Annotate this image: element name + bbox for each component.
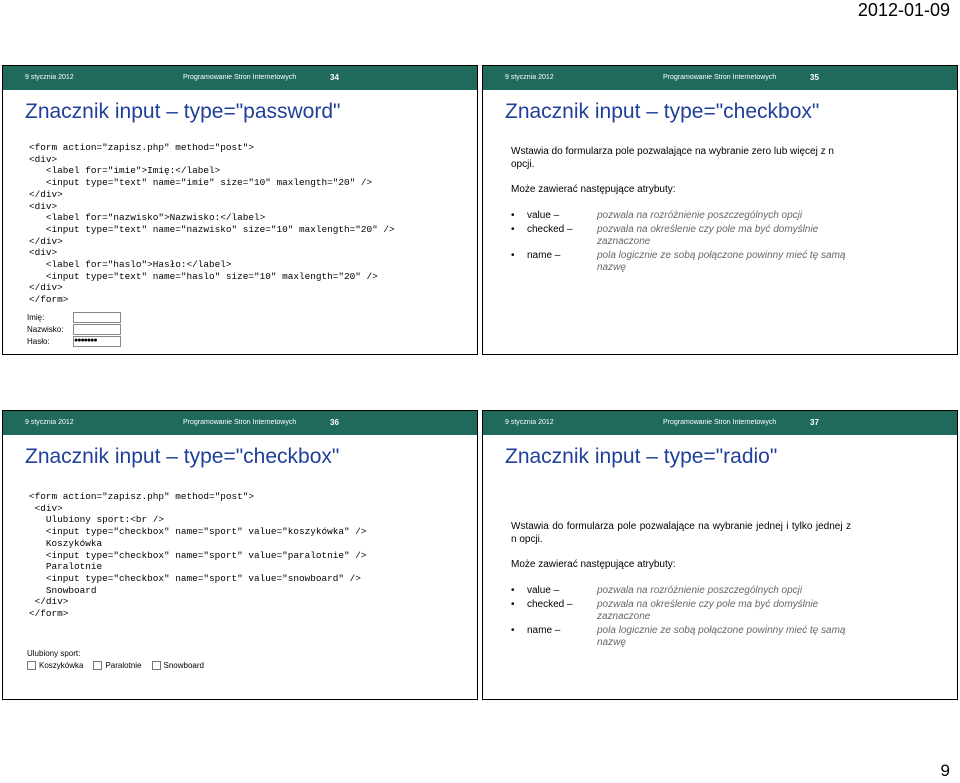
slide-36 bbox=[2, 410, 478, 700]
attribute-desc: pola logicznie ze sobą połączone powinny mieć tę samą nazwę bbox=[597, 249, 846, 273]
attribute-list bbox=[511, 210, 851, 276]
slide-course: Programowanie Stron Internetowych bbox=[663, 419, 777, 426]
slide-date: 9 stycznia 2012 bbox=[25, 74, 74, 81]
attribute-name: value – bbox=[527, 210, 560, 221]
attribute-desc: pozwala na określenie czy pole ma być domyślnie zaznaczone bbox=[597, 598, 819, 622]
form-label: Imię: bbox=[27, 312, 45, 322]
list-item bbox=[511, 599, 851, 624]
form-row-haslo bbox=[27, 335, 121, 347]
checkbox-row bbox=[27, 661, 214, 670]
checkbox-paralotnie[interactable] bbox=[93, 661, 102, 670]
bullet-icon: • bbox=[511, 585, 515, 596]
checkbox-koszykowka[interactable] bbox=[27, 661, 36, 670]
slide-title: Znacznik input – type="password" bbox=[25, 100, 341, 123]
bullet-icon: • bbox=[511, 210, 515, 221]
list-item bbox=[511, 585, 851, 598]
slide-37 bbox=[482, 410, 958, 700]
demo-title: Ulubiony sport: bbox=[27, 649, 81, 658]
checkbox-label: Snowboard bbox=[163, 661, 204, 670]
list-item bbox=[511, 210, 851, 223]
slide-date: 9 stycznia 2012 bbox=[505, 74, 554, 81]
attribute-name: value – bbox=[527, 585, 560, 596]
bullet-icon: • bbox=[511, 624, 515, 636]
attribute-desc: pola logicznie ze sobą połączone powinny mieć tę samą nazwę bbox=[597, 624, 846, 648]
form-demo bbox=[27, 311, 121, 347]
attribute-name: name – bbox=[527, 249, 561, 261]
bullet-icon: • bbox=[511, 598, 515, 610]
slide-title: Znacznik input – type="radio" bbox=[505, 445, 778, 468]
form-label: Nazwisko: bbox=[27, 324, 64, 334]
form-label: Hasło: bbox=[27, 336, 50, 346]
slide-35 bbox=[482, 65, 958, 355]
slide-date: 9 stycznia 2012 bbox=[505, 419, 554, 426]
code-block: <form action="zapisz.php" method="post"> <div> <label for="imie">Imię:</label> <input type="text" name="imie" size="10" maxlength="20" /> </div> <div> <label for="nazwisko">Nazwisko:</label> <input type="text" name="nazwisko" size="10" maxlength="20" /> </div> <div> <label for="haslo">Hasło:</label> <input type="text" name="haslo" size="10" maxlength="20" /> </div> </form> bbox=[29, 142, 395, 306]
list-item bbox=[511, 250, 851, 275]
code-block: <form action="zapisz.php" method="post"> <div> Ulubiony sport:<br /> <input type="checkbox" name="sport" value="koszykówka" /> Koszykówka <input type="checkbox" name="sport" value="paralotnie" /> Paralotnie <input type="checkbox" name="sport" value="snowboard" /> Snowboard </div> </form> bbox=[29, 491, 367, 620]
slide-number: 37 bbox=[810, 418, 819, 427]
form-row-imie bbox=[27, 311, 121, 323]
attribute-name: checked – bbox=[527, 598, 573, 610]
slide-course: Programowanie Stron Internetowych bbox=[663, 74, 777, 81]
slide-title: Znacznik input – type="checkbox" bbox=[505, 100, 820, 123]
slide-header-bar bbox=[3, 411, 477, 435]
slide-intro: Wstawia do formularza pole pozwalające na wybranie jednej i tylko jednej z n opcji. bbox=[511, 521, 851, 545]
checkbox-label: Koszykówka bbox=[39, 661, 84, 670]
checkbox-snowboard[interactable] bbox=[152, 661, 161, 670]
slide-number: 35 bbox=[810, 73, 819, 82]
slide-intro: Wstawia do formularza pole pozwalające na wybranie zero lub więcej z n opcji. bbox=[511, 146, 834, 170]
form-row-nazwisko bbox=[27, 323, 121, 335]
slide-header-bar bbox=[483, 411, 957, 435]
slide-number: 36 bbox=[330, 418, 339, 427]
slide-number: 34 bbox=[330, 73, 339, 82]
bullet-icon: • bbox=[511, 249, 515, 261]
slide-date: 9 stycznia 2012 bbox=[25, 419, 74, 426]
page-date-header: 2012-01-09 bbox=[857, 0, 950, 20]
attribute-name: checked – bbox=[527, 223, 573, 235]
attribute-list bbox=[511, 585, 851, 651]
slide-course: Programowanie Stron Internetowych bbox=[183, 74, 297, 81]
attributes-intro: Może zawierać następujące atrybuty: bbox=[511, 184, 676, 195]
checkbox-label: Paralotnie bbox=[105, 661, 142, 670]
checkbox-demo bbox=[27, 649, 214, 670]
list-item bbox=[511, 625, 851, 650]
attribute-desc: pozwala na rozróżnienie poszczególnych opcji bbox=[597, 585, 803, 596]
page-number: 9 bbox=[940, 761, 950, 780]
attribute-name: name – bbox=[527, 624, 561, 636]
slide-header-bar bbox=[3, 66, 477, 90]
slide-title: Znacznik input – type="checkbox" bbox=[25, 445, 340, 468]
nazwisko-input[interactable] bbox=[73, 324, 121, 335]
attribute-desc: pozwala na rozróżnienie poszczególnych opcji bbox=[597, 210, 803, 221]
slide-header-bar bbox=[483, 66, 957, 90]
attribute-desc: pozwala na określenie czy pole ma być domyślnie zaznaczone bbox=[597, 223, 819, 247]
slide-course: Programowanie Stron Internetowych bbox=[183, 419, 297, 426]
slide-34 bbox=[2, 65, 478, 355]
list-item bbox=[511, 224, 851, 249]
bullet-icon: • bbox=[511, 223, 515, 235]
password-input[interactable]: ●●●●●●● bbox=[73, 336, 121, 347]
imie-input[interactable] bbox=[73, 312, 121, 323]
attributes-intro: Może zawierać następujące atrybuty: bbox=[511, 559, 676, 570]
